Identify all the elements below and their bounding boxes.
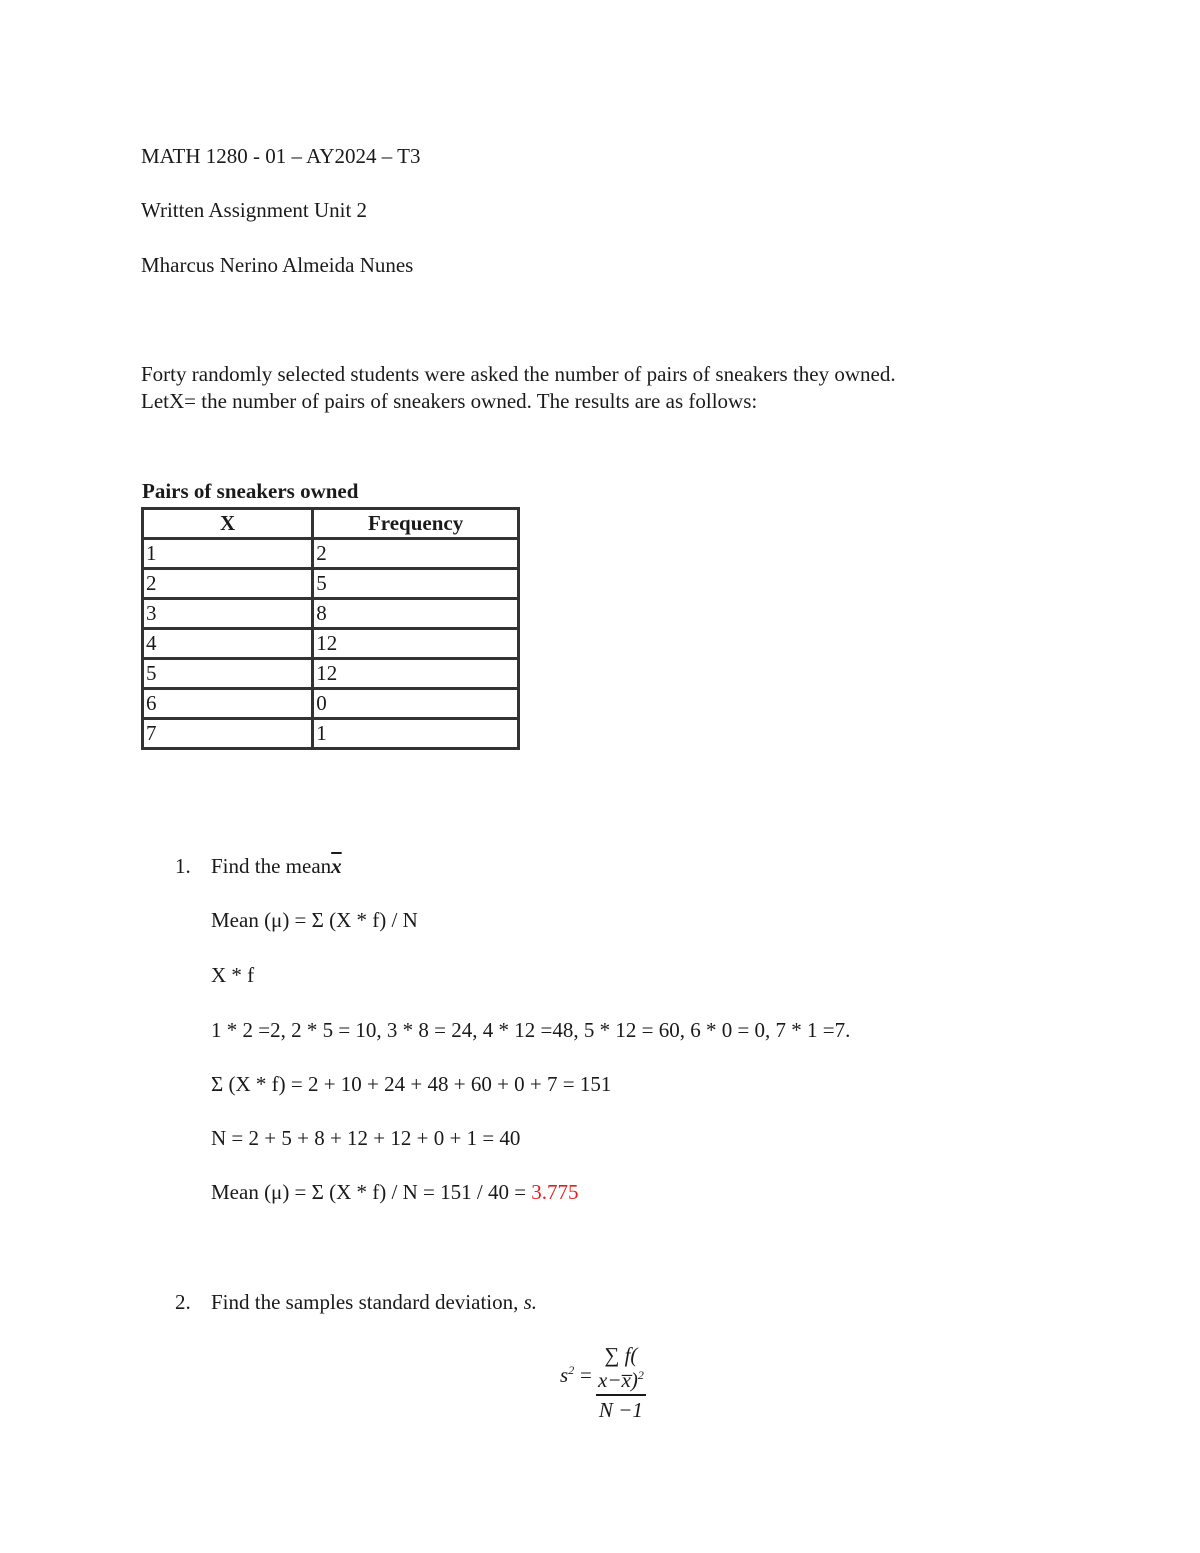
- formula-equals: =: [580, 1363, 592, 1387]
- frequency-table: [141, 507, 520, 750]
- formula-fraction: [596, 1343, 646, 1423]
- cell-frequency: 1: [313, 719, 519, 749]
- table-row: [143, 539, 519, 569]
- xf-label: X * f: [211, 963, 255, 987]
- q1-prompt: [211, 853, 342, 879]
- q2-number: 2.: [175, 1290, 191, 1314]
- formula-denominator: N −1: [598, 1398, 643, 1422]
- cell-frequency: 5: [313, 569, 519, 599]
- cell-x: 5: [143, 659, 313, 689]
- sum-line: Σ (X * f) = 2 + 10 + 24 + 48 + 60 + 0 + 7 = 151: [211, 1072, 612, 1096]
- table-header-row: [143, 509, 519, 539]
- column-header-x: X: [143, 509, 313, 539]
- cell-frequency: 2: [313, 539, 519, 569]
- cell-x: 7: [143, 719, 313, 749]
- formula-lhs: [560, 1363, 574, 1388]
- cell-frequency: 0: [313, 689, 519, 719]
- table-title: Pairs of sneakers owned: [142, 479, 359, 503]
- formula-lhs-exponent: 2: [568, 1363, 575, 1377]
- products-line: 1 * 2 =2, 2 * 5 = 10, 3 * 8 = 24, 4 * 12 =48, 5 * 12 = 60, 6 * 0 = 0, 7 * 1 =7.: [211, 1018, 851, 1042]
- mean-result-text: Mean (μ) = Σ (X * f) / N = 151 / 40 =: [211, 1180, 532, 1204]
- column-header-frequency: Frequency: [313, 509, 519, 539]
- n-line: N = 2 + 5 + 8 + 12 + 12 + 0 + 1 = 40: [211, 1126, 521, 1150]
- cell-x: 4: [143, 629, 313, 659]
- assignment-title: Written Assignment Unit 2: [141, 198, 368, 222]
- intro-line-1: Forty randomly selected students were asked the number of pairs of sneakers they owned.: [141, 362, 896, 386]
- author-name: Mharcus Nerino Almeida Nunes: [141, 253, 414, 277]
- table-row: [143, 569, 519, 599]
- cell-x: 3: [143, 599, 313, 629]
- table-row: [143, 659, 519, 689]
- cell-frequency: 12: [313, 659, 519, 689]
- formula-lhs-s: s: [560, 1363, 569, 1387]
- mean-result-value: 3.775: [531, 1180, 579, 1204]
- formula-numerator-text: ∑ f( x−x̅): [598, 1343, 638, 1392]
- q2-prompt-text: Find the samples standard deviation,: [211, 1290, 524, 1314]
- s-symbol: s.: [523, 1290, 538, 1314]
- table-row: [143, 599, 519, 629]
- cell-frequency: 8: [313, 599, 519, 629]
- q1-number: 1.: [175, 854, 191, 878]
- cell-x: 6: [143, 689, 313, 719]
- table-row: [143, 689, 519, 719]
- q2-prompt: [211, 1289, 537, 1315]
- x-bar-symbol: $\overline{x}$: [331, 854, 342, 878]
- mean-result: [211, 1179, 579, 1205]
- course-title: MATH 1280 - 01 – AY2024 – T3: [141, 144, 421, 168]
- mean-formula: Mean (μ) = Σ (X * f) / N: [211, 908, 418, 932]
- formula-numerator-exponent: 2: [637, 1368, 644, 1382]
- cell-frequency: 12: [313, 629, 519, 659]
- intro-line-2: LetX= the number of pairs of sneakers owned. The results are as follows:: [141, 389, 758, 413]
- formula-numerator: [596, 1343, 646, 1396]
- cell-x: 2: [143, 569, 313, 599]
- table-row: [143, 719, 519, 749]
- q1-prompt-text: Find the mean: [211, 854, 332, 878]
- table-row: [143, 629, 519, 659]
- cell-x: 1: [143, 539, 313, 569]
